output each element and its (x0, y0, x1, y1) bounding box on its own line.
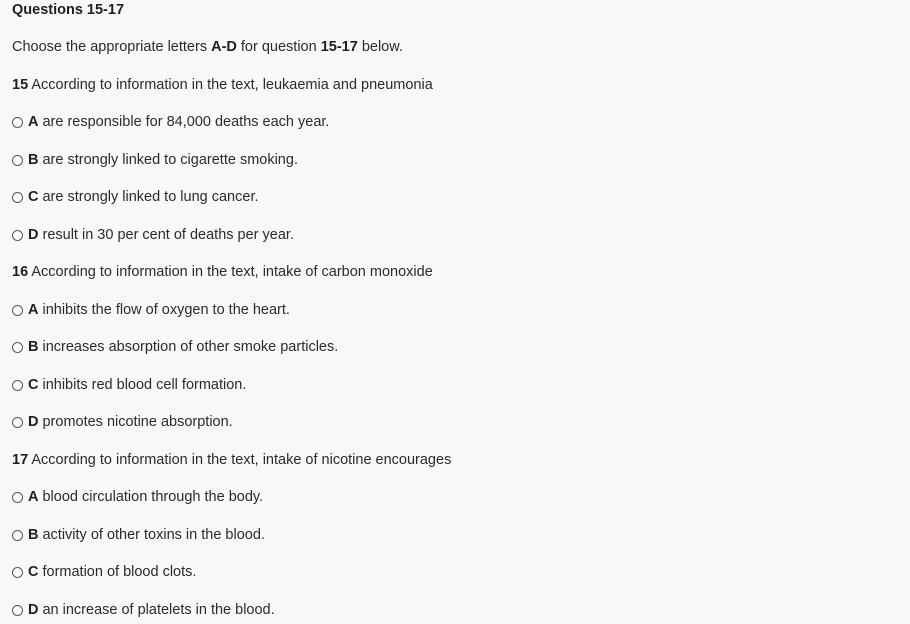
q16-option-c[interactable] (12, 376, 246, 394)
option-text: an increase of platelets in the blood. (42, 602, 275, 618)
option-letter: D (28, 414, 39, 430)
radio-button[interactable] (12, 155, 23, 166)
instruction-pre: Choose the appropriate letters (12, 39, 212, 55)
q15-option-c[interactable] (12, 188, 259, 206)
q17-option-a[interactable] (12, 488, 263, 506)
option-letter: B (28, 152, 39, 168)
q17-option-d[interactable] (12, 601, 275, 619)
radio-button[interactable] (12, 342, 23, 353)
option-text: are strongly linked to cigarette smoking. (42, 152, 298, 168)
option-letter: A (28, 489, 39, 505)
instruction-post: below. (357, 39, 403, 55)
radio-button[interactable] (12, 530, 23, 541)
question-text: According to information in the text, intake of nicotine encourages (31, 452, 452, 468)
q15-option-b[interactable] (12, 151, 298, 169)
option-letter: C (28, 189, 39, 205)
question-number: 17 (12, 452, 29, 468)
option-text: promotes nicotine absorption. (42, 414, 233, 430)
radio-button[interactable] (12, 380, 23, 391)
q15-option-a[interactable] (12, 113, 329, 131)
option-letter: A (28, 302, 39, 318)
instruction-range: 15-17 (320, 39, 358, 55)
option-text: are strongly linked to lung cancer. (42, 189, 259, 205)
question-text: According to information in the text, intake of carbon monoxide (31, 264, 433, 280)
option-text: inhibits the flow of oxygen to the heart. (42, 302, 290, 318)
option-letter: C (28, 377, 39, 393)
question-15-stem (12, 76, 433, 94)
instruction-letters: A-D (211, 39, 237, 55)
option-text: inhibits red blood cell formation. (42, 377, 247, 393)
option-text: are responsible for 84,000 deaths each year. (42, 114, 330, 130)
question-16-stem (12, 263, 433, 281)
question-text: According to information in the text, leukaemia and pneumonia (31, 77, 433, 93)
instruction-mid: for question (236, 39, 321, 55)
radio-button[interactable] (12, 117, 23, 128)
option-text: increases absorption of other smoke particles. (42, 339, 339, 355)
question-number: 15 (12, 77, 29, 93)
option-text: result in 30 per cent of deaths per year. (42, 227, 294, 243)
radio-button[interactable] (12, 305, 23, 316)
q15-option-d[interactable] (12, 226, 294, 244)
q17-option-c[interactable] (12, 563, 196, 581)
option-letter: D (28, 602, 39, 618)
instructions (12, 38, 403, 56)
option-text: activity of other toxins in the blood. (42, 527, 265, 543)
option-letter: A (28, 114, 39, 130)
q17-option-b[interactable] (12, 526, 265, 544)
option-letter: B (28, 339, 39, 355)
q16-option-a[interactable] (12, 301, 290, 319)
question-number: 16 (12, 264, 29, 280)
radio-button[interactable] (12, 417, 23, 428)
option-letter: B (28, 527, 39, 543)
radio-button[interactable] (12, 230, 23, 241)
radio-button[interactable] (12, 492, 23, 503)
option-text: blood circulation through the body. (42, 489, 264, 505)
q16-option-d[interactable] (12, 413, 233, 431)
q16-option-b[interactable] (12, 338, 338, 356)
radio-button[interactable] (12, 567, 23, 578)
option-letter: C (28, 564, 39, 580)
section-title: Questions 15-17 (12, 2, 125, 18)
option-letter: D (28, 227, 39, 243)
option-text: formation of blood clots. (42, 564, 197, 580)
question-17-stem (12, 451, 451, 469)
radio-button[interactable] (12, 192, 23, 203)
radio-button[interactable] (12, 605, 23, 616)
